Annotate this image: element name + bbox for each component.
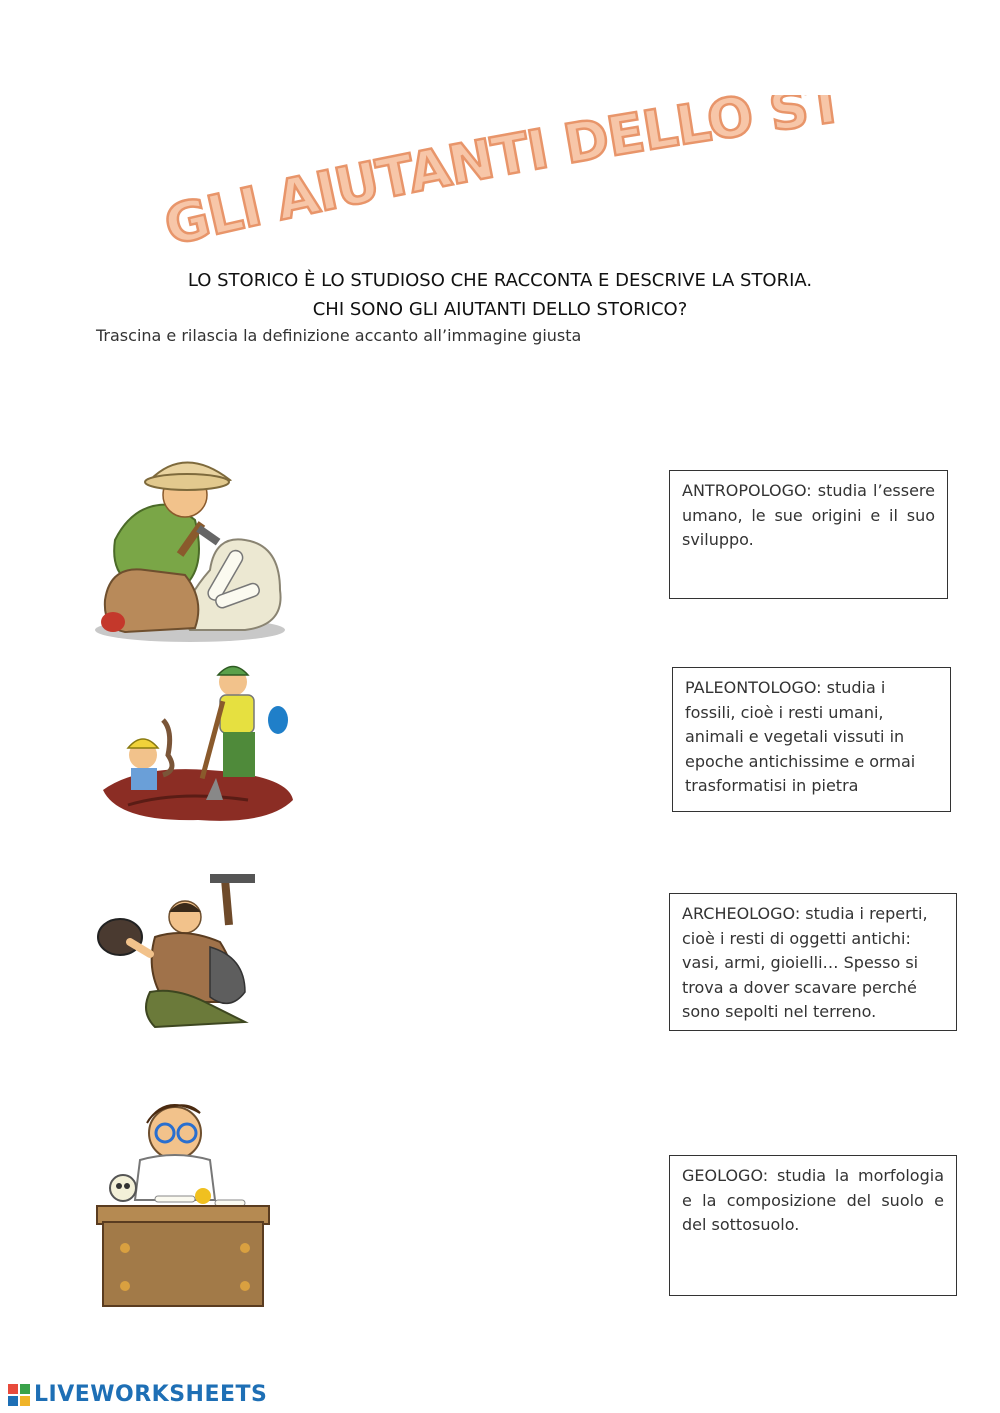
subtitle-line-1: LO STORICO È LO STUDIOSO CHE RACCONTA E DESCRIVE LA STORIA. [187,270,813,291]
definition-card-geologo[interactable]: GEOLOGO: studia la morfologia e la composizione del suolo e del sottosuolo. [669,1155,957,1296]
definition-card-paleontologo[interactable]: PALEONTOLOGO: studia i fossili, cioè i resti umani, animali e vegetali vissuti in epoche antichissime e ormai trasformatisi in pietra [672,667,951,812]
subtitle-line-2: CHI SONO GLI AIUTANTI DELLO STORICO? [312,299,688,320]
liveworksheets-logo [8,1382,267,1407]
brand-name: LIVEWORKSHEETS [34,1382,268,1407]
explorer-image [95,450,295,645]
definition-card-antropologo[interactable]: ANTROPOLOGO: studia l’essere umano, le sue origini e il suo sviluppo. [669,470,948,599]
pickaxe-image [95,872,275,1032]
scientist-image [95,1088,275,1310]
worksheet-title [160,95,860,265]
title-text: GLI AIUTANTI DELLO ST [160,95,848,258]
svg-text:GLI AIUTANTI DELLO STORICO [160,95,848,258]
diggers-image [98,660,303,830]
instruction-text: Trascina e rilascia la definizione accanto all’immagine giusta [96,326,582,345]
definition-card-archeologo[interactable]: ARCHEOLOGO: studia i reperti, cioè i resti di oggetti antichi: vasi, armi, gioielli… Spesso si trova a dover scavare perché sono sepolti nel terreno. [669,893,957,1031]
brand-icon [8,1384,30,1406]
